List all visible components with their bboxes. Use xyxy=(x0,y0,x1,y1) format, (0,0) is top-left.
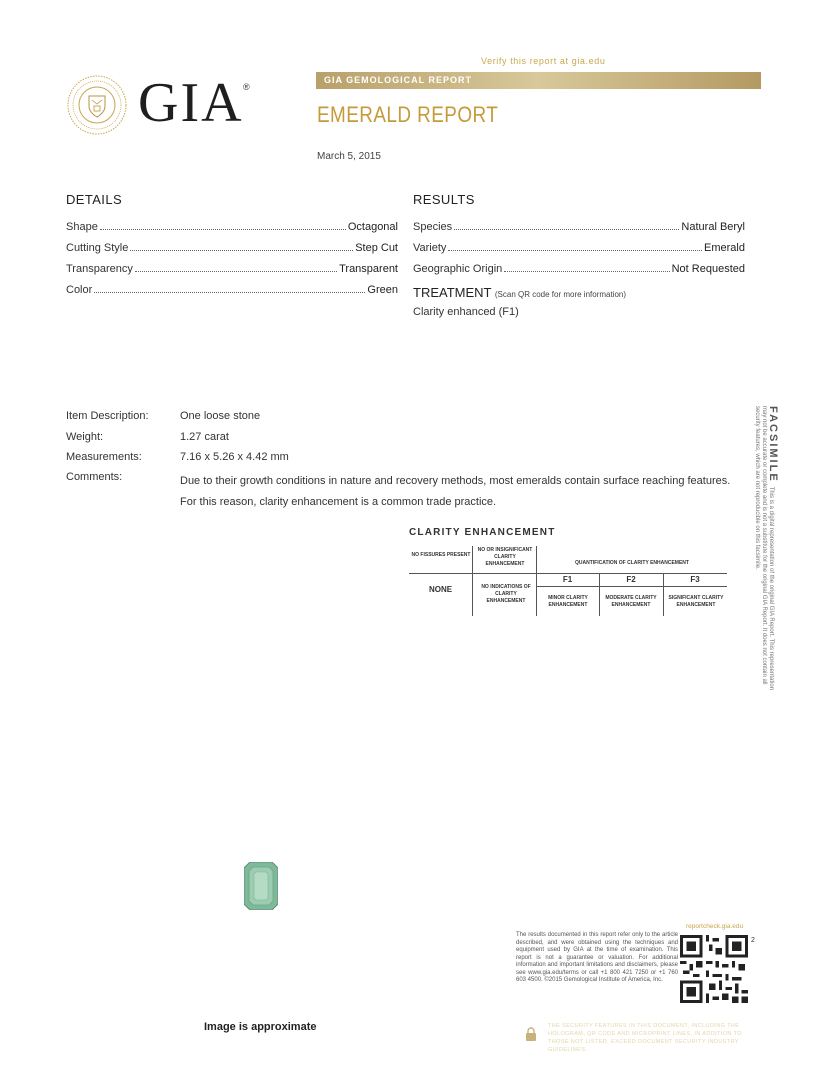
results-label: Geographic Origin xyxy=(413,263,503,275)
verify-link[interactable]: Verify this report at gia.edu xyxy=(481,56,606,66)
details-list xyxy=(66,212,398,296)
results-value: Emerald xyxy=(704,242,745,254)
results-value: Not Requested xyxy=(671,263,745,275)
results-heading: RESULTS xyxy=(413,192,475,207)
details-label: Transparency xyxy=(66,263,133,275)
table-divider xyxy=(536,586,727,587)
details-value: Octagonal xyxy=(347,221,398,233)
details-row-cutting-style xyxy=(66,233,398,254)
table-divider xyxy=(472,546,473,616)
item-description-label: Item Description: xyxy=(66,410,149,422)
results-row-variety xyxy=(413,233,745,254)
image-caption: Image is approximate xyxy=(204,1021,317,1033)
details-label: Color xyxy=(66,284,93,296)
facsimile-note xyxy=(752,406,779,696)
details-row-color xyxy=(66,275,398,296)
measurements-label: Measurements: xyxy=(66,451,142,463)
quantification-header: QUANTIFICATION OF CLARITY ENHANCEMENT xyxy=(575,560,689,566)
details-label: Shape xyxy=(66,221,98,233)
no-fissures-header: NO FISSURES PRESENT xyxy=(411,552,471,558)
treatment-note: (Scan QR code for more information) xyxy=(494,290,627,299)
registered-mark: ® xyxy=(243,82,250,92)
facsimile-label: FACSIMILE xyxy=(767,406,779,483)
treatment-title: TREATMENT xyxy=(413,285,492,300)
clarity-enhancement-table xyxy=(409,546,727,616)
no-indications-value: NO INDICATIONS OF CLARITY ENHANCEMENT xyxy=(481,584,531,604)
item-description-value: One loose stone xyxy=(180,410,261,422)
treatment-heading xyxy=(413,285,626,300)
emerald-stone-image xyxy=(244,862,278,910)
grade-f3-desc: SIGNIFICANT CLARITY ENHANCEMENT xyxy=(668,595,724,608)
clarity-enhancement-title: CLARITY ENHANCEMENT xyxy=(409,527,556,538)
none-value: NONE xyxy=(428,585,453,594)
details-value: Step Cut xyxy=(355,242,398,254)
lock-icon xyxy=(525,1027,537,1041)
gia-seal-icon xyxy=(66,74,128,136)
results-value: Natural Beryl xyxy=(681,221,745,233)
facsimile-text: This is a digital representation of the original GIA Report. This representation may not be accurate or complete and is not a substitute for the original GIA Report. It does not contain all security features, which are not reproducible on this facsimile. xyxy=(754,406,774,691)
grade-f2-code: F2 xyxy=(626,575,636,584)
details-row-shape xyxy=(66,212,398,233)
gia-logo: GIA xyxy=(138,72,244,134)
details-heading: DETAILS xyxy=(66,192,123,207)
qr-code-icon[interactable] xyxy=(680,935,748,1003)
grade-f1-code: F1 xyxy=(562,575,573,584)
results-label: Variety xyxy=(413,242,447,254)
weight-value: 1.27 carat xyxy=(180,431,229,443)
disclaimer-text: The results documented in this report refer only to the article described, and were obtained using the techniques and equipment used by GIA at the time of examination. This report is not a guarantee or valuation. For additional information and important limitations and disclaimers, please see www.gia.edu/terms or call +1 800 421 7250 or +1 760 603 4500. ©2015 Gemological Institute of America, Inc. xyxy=(516,932,678,983)
table-divider xyxy=(409,573,727,574)
grade-f3-code: F3 xyxy=(690,575,700,584)
qr-number: 2 xyxy=(751,937,755,944)
report-date: March 5, 2015 xyxy=(317,151,381,162)
details-value: Green xyxy=(367,284,398,296)
results-row-species xyxy=(413,212,745,233)
results-list xyxy=(413,212,745,275)
weight-label: Weight: xyxy=(66,431,104,443)
measurements-value: 7.16 x 5.26 x 4.42 mm xyxy=(180,451,289,463)
results-row-geographic-origin xyxy=(413,254,745,275)
grade-f1-desc: MINOR CLARITY ENHANCEMENT xyxy=(548,595,588,608)
report-title: EMERALD REPORT xyxy=(317,102,499,127)
details-value: Transparent xyxy=(339,263,398,275)
details-row-transparency xyxy=(66,254,398,275)
reportcheck-link[interactable]: reportcheck.gia.edu xyxy=(686,923,744,930)
report-type-label: GIA GEMOLOGICAL REPORT xyxy=(324,75,473,85)
grade-f2-desc: MODERATE CLARITY ENHANCEMENT xyxy=(605,595,657,608)
report-header-bar xyxy=(316,72,761,89)
insignificant-header: NO OR INSIGNIFICANT CLARITY ENHANCEMENT xyxy=(477,547,533,567)
security-features-text: THE SECURITY FEATURES IN THIS DOCUMENT, INCLUDING THE HOLOGRAM, QR CODE AND MICROPRINT LINES, IN ADDITION TO THOSE NOT LISTED, EXCEED DOCUMENT SECURITY INDUSTRY GUIDELINES. xyxy=(548,1023,742,1053)
comments-label: Comments: xyxy=(66,471,123,483)
comments-value: Due to their growth conditions in nature and recovery methods, most emeralds contain surface reaching features. For this reason, clarity enhancement is a common trade practice. xyxy=(180,475,731,508)
treatment-value: Clarity enhanced (F1) xyxy=(413,306,519,318)
results-label: Species xyxy=(413,221,453,233)
details-label: Cutting Style xyxy=(66,242,129,254)
